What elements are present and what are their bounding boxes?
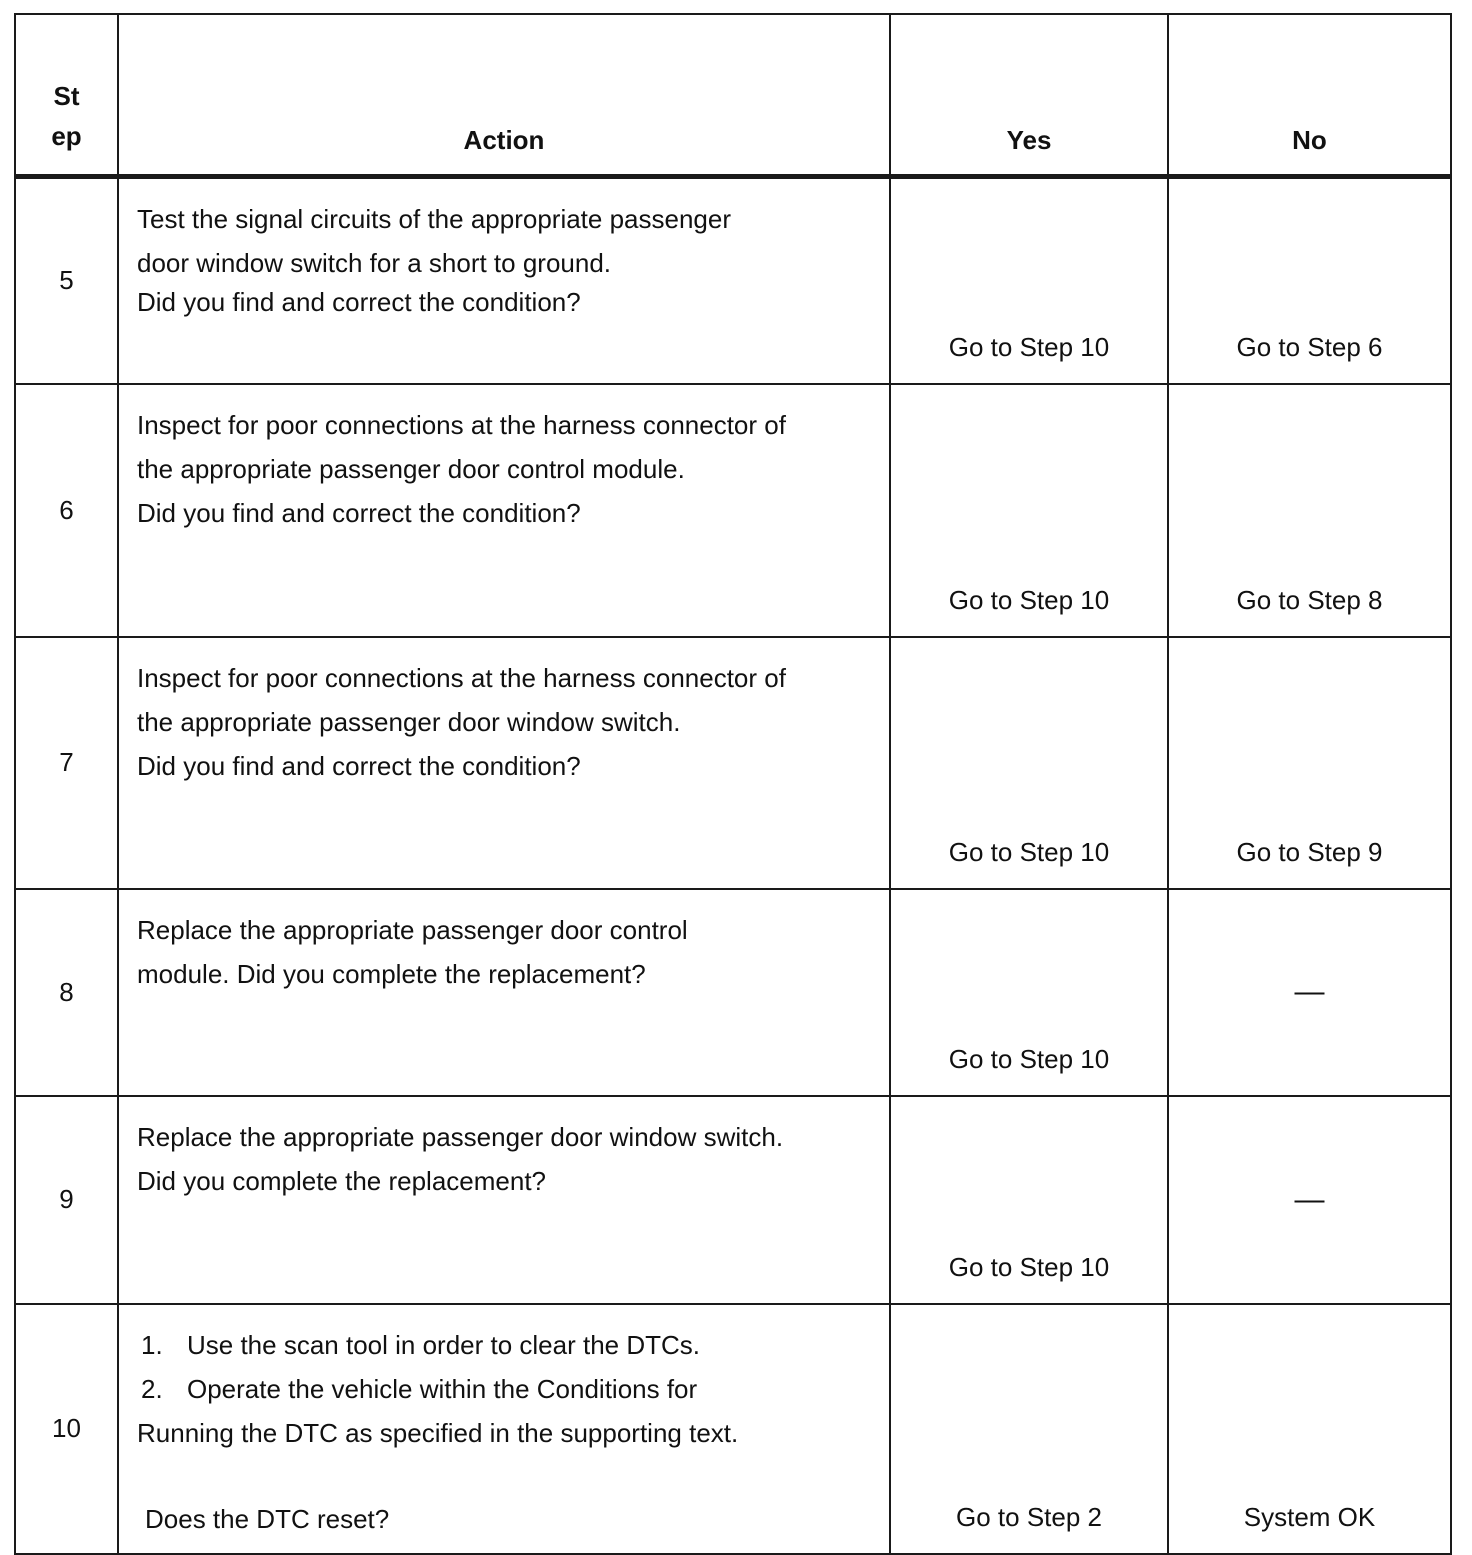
step-number: 7 — [15, 637, 118, 889]
action-line: Inspect for poor connections at the harness connector of — [137, 409, 786, 440]
action-line: Did you complete the replacement? — [137, 1165, 547, 1196]
yes-cell: Go to Step 2 — [890, 1304, 1168, 1554]
action-cell — [118, 384, 890, 637]
table-row — [15, 889, 1451, 1096]
header-step-label: St ep — [51, 81, 82, 151]
table-row — [15, 177, 1451, 384]
table-row — [15, 1304, 1451, 1554]
list-text: Operate the vehicle within the Conditions for — [187, 1373, 698, 1404]
action-cell — [118, 177, 890, 384]
action-line: Did you find and correct the condition? — [137, 287, 581, 317]
action-cell — [118, 889, 890, 1096]
yes-cell: Go to Step 10 — [890, 889, 1168, 1096]
list-number: 1. — [141, 1329, 163, 1360]
table-row — [15, 637, 1451, 889]
step-number: 8 — [15, 889, 118, 1096]
yes-cell: Go to Step 10 — [890, 1096, 1168, 1304]
table-row — [15, 1096, 1451, 1304]
header-no: No — [1168, 14, 1451, 177]
no-cell: Go to Step 8 — [1168, 384, 1451, 637]
no-cell: Go to Step 9 — [1168, 637, 1451, 889]
action-line: the appropriate passenger door control module. — [137, 453, 685, 484]
action-line: Test the signal circuits of the appropriate passenger — [137, 204, 732, 234]
action-cell — [118, 637, 890, 889]
no-cell: — — [1168, 889, 1451, 1096]
action-line: Replace the appropriate passenger door window switch. — [137, 1121, 784, 1152]
action-line: module. Did you complete the replacement? — [137, 958, 646, 989]
yes-cell: Go to Step 10 — [890, 384, 1168, 637]
action-line: Did you find and correct the condition? — [137, 497, 581, 528]
diagnostic-steps-table — [14, 13, 1452, 1555]
step-number: 6 — [15, 384, 118, 637]
header-step — [15, 14, 118, 177]
no-cell: — — [1168, 1096, 1451, 1304]
header-yes: Yes — [890, 14, 1168, 177]
action-cell — [118, 1096, 890, 1304]
list-number: 2. — [141, 1373, 163, 1404]
step-number: 5 — [15, 177, 118, 384]
action-line: door window switch for a short to ground. — [137, 248, 612, 278]
step-number: 9 — [15, 1096, 118, 1304]
header-action: Action — [118, 14, 890, 177]
action-line: Running the DTC as specified in the supporting text. — [137, 1417, 739, 1448]
table-row — [15, 384, 1451, 637]
no-cell: System OK — [1168, 1304, 1451, 1554]
diagnostic-table-page — [14, 13, 1450, 1550]
list-item — [137, 1323, 889, 1367]
action-cell — [118, 1304, 890, 1554]
list-text: Use the scan tool in order to clear the DTCs. — [187, 1329, 701, 1360]
yes-cell: Go to Step 10 — [890, 637, 1168, 889]
no-cell: Go to Step 6 — [1168, 177, 1451, 384]
action-line: Replace the appropriate passenger door control — [137, 914, 688, 945]
list-item — [137, 1367, 889, 1411]
action-line: Did you find and correct the condition? — [137, 750, 581, 781]
action-question: Does the DTC reset? — [145, 1503, 390, 1534]
action-line: Inspect for poor connections at the harness connector of — [137, 662, 786, 693]
table-header-row — [15, 14, 1451, 177]
yes-cell: Go to Step 10 — [890, 177, 1168, 384]
step-number: 10 — [15, 1304, 118, 1554]
action-line: the appropriate passenger door window switch. — [137, 706, 681, 737]
